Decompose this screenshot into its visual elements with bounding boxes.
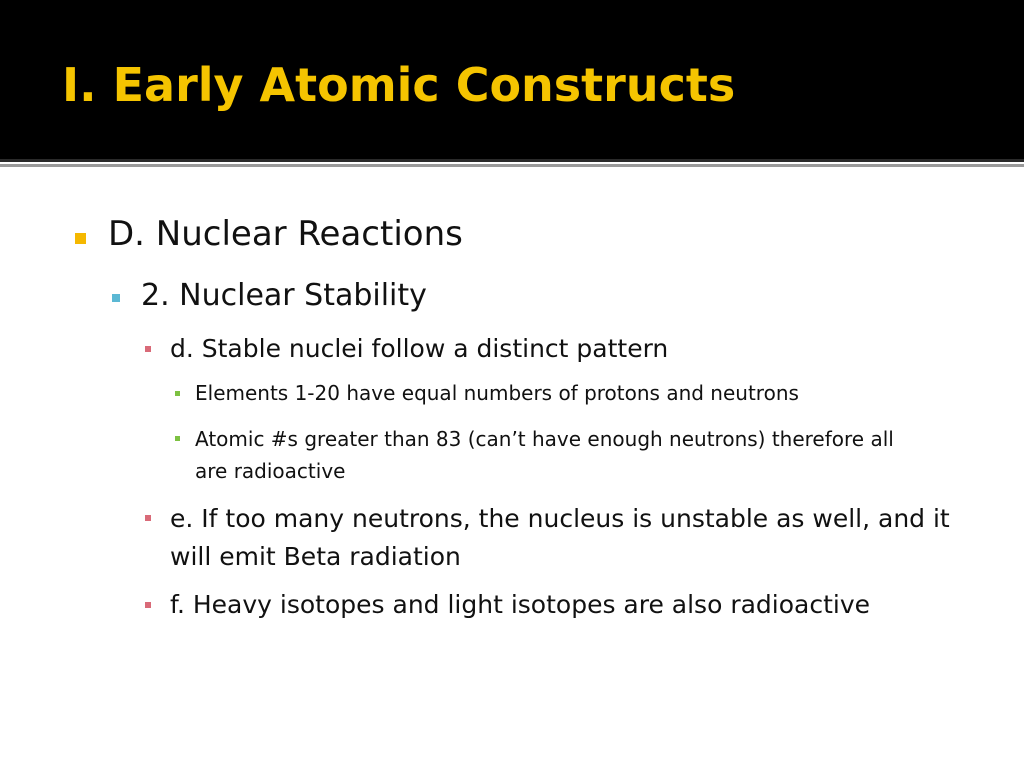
bullet-text: D. Nuclear Reactions <box>108 214 463 254</box>
bullet-level2-nuclear-stability <box>141 278 427 313</box>
square-bullet-icon <box>175 436 180 441</box>
square-bullet-icon <box>175 391 180 396</box>
slide-title: I. Early Atomic Constructs <box>62 58 736 112</box>
bullet-level4-atomic-numbers-over-83 <box>195 423 915 487</box>
bullet-level3-heavy-light-isotopes <box>170 590 870 619</box>
bullet-text: f. Heavy isotopes and light isotopes are also radioactive <box>170 590 871 619</box>
square-bullet-icon <box>75 233 86 244</box>
bullet-text: Elements 1-20 have equal numbers of protons and neutrons <box>195 381 799 405</box>
square-bullet-icon <box>145 515 151 521</box>
bullet-level3-too-many-neutrons <box>170 500 970 576</box>
square-bullet-icon <box>112 294 120 302</box>
bullet-text: d. Stable nuclei follow a distinct pattern <box>170 334 669 363</box>
square-bullet-icon <box>145 346 151 352</box>
bullet-text: Atomic #s greater than 83 (can’t have enough neutrons) therefore all are radioactive <box>195 427 894 483</box>
bullet-text: e. If too many neutrons, the nucleus is unstable as well, and it will emit Beta radiation <box>170 504 950 571</box>
bullet-level4-elements-1-20 <box>195 381 799 405</box>
bullet-level3-stable-nuclei <box>170 334 668 363</box>
bullet-text: 2. Nuclear Stability <box>141 278 427 313</box>
bullet-level1-nuclear-reactions <box>108 214 463 254</box>
square-bullet-icon <box>145 602 151 608</box>
